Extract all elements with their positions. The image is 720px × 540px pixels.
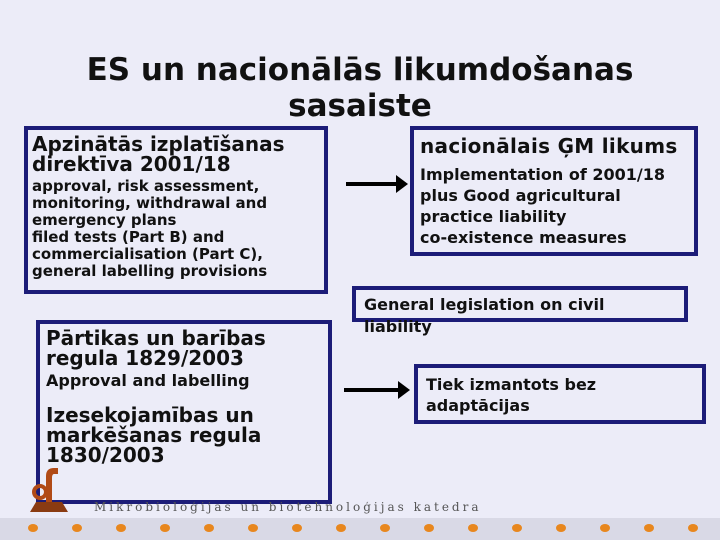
national-law-line-3: practice liability — [420, 207, 567, 226]
food-feed-sub: Approval and labelling — [46, 371, 250, 390]
adaptation-box — [414, 364, 706, 424]
dot-icon — [556, 524, 566, 532]
directive-line-4: filed tests (Part B) and — [32, 228, 225, 246]
national-law-line-4: co-existence measures — [420, 228, 627, 247]
food-feed-box — [36, 320, 332, 504]
dot-icon — [600, 524, 610, 532]
directive-heading-1: Apzinātās izplatīšanas — [32, 132, 285, 156]
footer-text: Mikrobioloģijas un biotehnoloģijas katedra — [94, 500, 482, 514]
national-law-line-1: Implementation of 2001/18 — [420, 165, 666, 184]
directive-line-6: general labelling provisions — [32, 262, 268, 280]
dot-icon — [248, 524, 258, 532]
traceability-heading-1: Izesekojamības un — [46, 403, 254, 427]
traceability-heading-3: 1830/2003 — [46, 443, 165, 467]
arrow-right-icon — [346, 182, 398, 186]
dot-icon — [72, 524, 82, 532]
directive-line-1: approval, risk assessment, — [32, 177, 260, 195]
civil-liability-box — [352, 286, 688, 336]
national-law-heading: nacionālais ĢM likums — [420, 134, 678, 158]
directive-line-5: commercialisation (Part C), — [32, 245, 263, 263]
dot-icon — [292, 524, 302, 532]
national-law-box — [410, 126, 698, 256]
dot-icon — [160, 524, 170, 532]
dot-icon — [116, 524, 126, 532]
department-logo-icon — [24, 462, 74, 514]
arrow-right-icon — [344, 388, 400, 392]
dot-icon — [688, 524, 698, 532]
dot-icon — [512, 524, 522, 532]
directive-line-2: monitoring, withdrawal and — [32, 194, 268, 212]
adaptation-line-1: Tiek izmantots bez — [426, 375, 597, 394]
national-law-line-2: plus Good agricultural — [420, 186, 621, 205]
directive-line-3: emergency plans — [32, 211, 177, 229]
dot-icon — [28, 524, 38, 532]
dot-icon — [468, 524, 478, 532]
dot-icon — [336, 524, 346, 532]
adaptation-line-2: adaptācijas — [426, 396, 530, 415]
slide-title: ES un nacionālās likumdošanas sasaiste — [86, 52, 634, 124]
dot-icon — [424, 524, 434, 532]
civil-liability-label: General legislation on civil liability — [364, 295, 605, 336]
dot-icon — [644, 524, 654, 532]
decorative-strip — [0, 518, 720, 540]
dot-icon — [204, 524, 214, 532]
traceability-heading-2: markēšanas regula — [46, 423, 262, 447]
dot-icon — [380, 524, 390, 532]
food-feed-heading-1: Pārtikas un barības — [46, 326, 266, 350]
food-feed-heading-2: regula 1829/2003 — [46, 346, 244, 370]
directive-box — [24, 126, 328, 294]
directive-heading-2: direktīva 2001/18 — [32, 152, 231, 176]
